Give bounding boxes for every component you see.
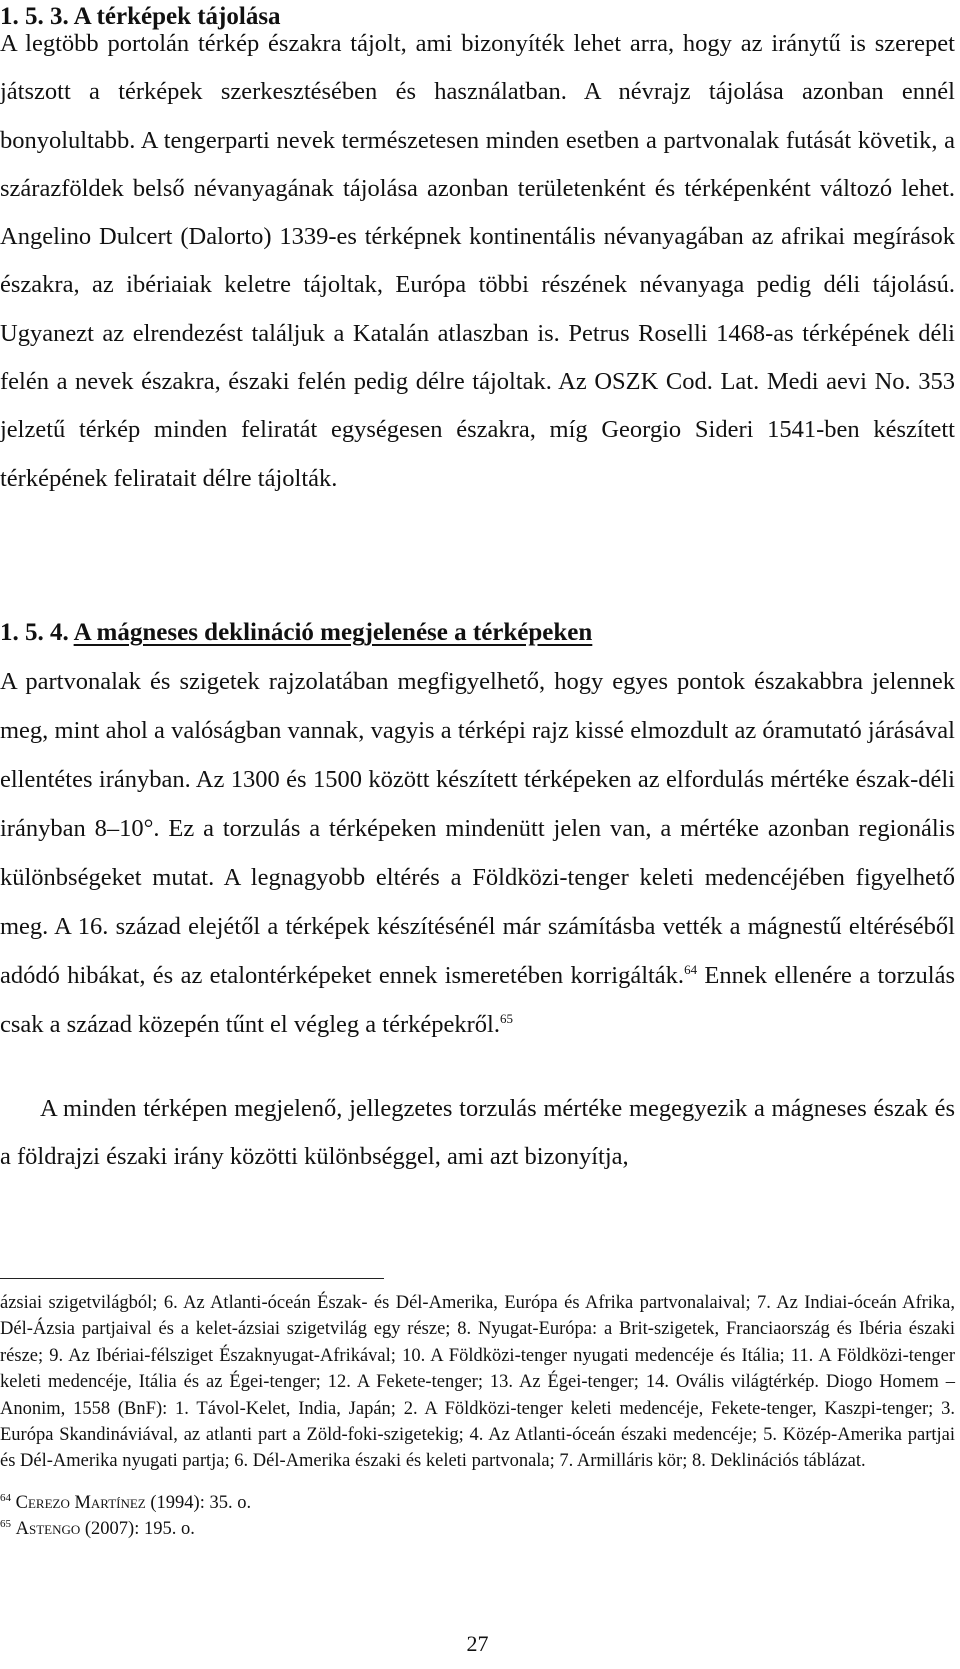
footnote-number: 65 bbox=[0, 1517, 11, 1530]
body-paragraph: A legtöbb portolán térkép északra tájolt, ami bizonyíték lehet arra, hogy az iránytű is szerepet játszott a térképek szerkesztésében és használatban. A névrajz tájolása azonban ennél bonyolultabb. A tengerparti nevek természetesen minden esetben a partvonalak futását követik, a szárazföldek belső névanyagának tájolása azonban területenként és térképenként változó lehet. Angelino Dulcert (Dalorto) 1339-es térképnek kontinentális névanyagában az afrikai megírások északra, az ibériaiak keletre tájoltak, Európa többi részének névanyaga pedig déli tájolású. Ugyanezt az elrendezést találjuk a Katalán atlaszban is. Petrus Roselli 1468-as térképének déli felén a nevek északra, északi felén pedig délre tájoltak. Az OSZK Cod. Lat. Medi aevi No. 353 jelzetű térkép minden feliratát egységesen északra, míg Georgio Sideri 1541-ben készített térképének feliratait délre tájolták. bbox=[0, 30, 955, 492]
footnote-64 bbox=[0, 1490, 251, 1516]
footnote-text: (2007): 195. o. bbox=[80, 1519, 195, 1539]
footnote-ref-64[interactable]: 64 bbox=[684, 961, 698, 977]
section-number: 1. 5. 3. bbox=[0, 3, 69, 30]
section-title: A térképek tájolása bbox=[73, 3, 281, 30]
paragraph-text: A partvonalak és szigetek rajzolatában megfigyelhető, hogy egyes pontok északabbra jelennek meg, mint ahol a valóságban vannak, vagyis a térképi rajz kissé elmozdult az óramutató járásával ellentétes irányban. Az 1300 és 1500 között készített térképeken az elfordulás mértéke észak-déli irányban 8–10°. Ez a torzulás a térképeken mindenütt jelen van, a mértéke azonban regionális különbségeket mutat. A legnagyobb eltérés a Földközi-tenger keleti medencéjében figyelhető meg. A 16. század elejétől a térképek készítésénél már számításba vették a mágnestű eltéréséből adódó hibákat, és az etalontérképeket ennek ismeretében korrigálták. bbox=[0, 668, 955, 989]
section-heading-1-5-4 bbox=[0, 618, 592, 648]
body-paragraph bbox=[0, 657, 955, 1049]
footnote-continuation: ázsiai szigetvilágból; 6. Az Atlanti-óceán Észak- és Dél-Amerika, Európa és Afrika partvonalaival; 7. Az Indiai-óceán Afrika, Dél-Ázsia partjaival és a kelet-ázsiai szigetvilág egy része; 8. Nyugat-Európa: a Brit-szigetek, Franciaország és Ibéria északi része; 9. Az Ibériai-félsziget Északnyugat-Afrikával; 10. A Földközi-tenger nyugati medencéje és Itália; 11. A Földközi-tenger keleti medencéje, Itália és az Égei-tenger; 12. A Fekete-tenger; 13. Az Égei-tenger; 14. Ovális világtérkép. Diogo Homem – Anonim, 1558 (BnF): 1. Távol-Kelet, India, Japán; 2. A Földközi-tenger keleti medencéje, Fekete-tenger, Kaszpi-tenger; 3. Európa Skandináviával, az atlanti part a Zöld-foki-szigetekig; 4. Az Atlanti-óceán északi medencéje; 5. Közép-Amerika partjai és Dél-Amerika nyugati partja; 6. Dél-Amerika északi és keleti partvonala; 7. Armilláris kör; 8. Deklinációs táblázat. bbox=[0, 1293, 955, 1472]
page-number: 27 bbox=[466, 1631, 489, 1656]
section-title: A mágneses deklináció megjelenése a térképeken bbox=[73, 619, 593, 646]
footnote-author: Astengo bbox=[15, 1519, 81, 1539]
footnote-number: 64 bbox=[0, 1491, 11, 1504]
footnote-separator bbox=[0, 1278, 384, 1279]
footnote-65 bbox=[0, 1516, 195, 1542]
section-number: 1. 5. 4. bbox=[0, 619, 69, 646]
paragraph-text: Ennek ellenére a torzulás csak a század közepén tűnt el végleg a térképekről. bbox=[0, 962, 955, 1038]
body-paragraph: A minden térképen megjelenő, jellegzetes torzulás mértéke megegyezik a mágneses észak és a földrajzi északi irány közötti különbséggel, ami azt bizonyítja, bbox=[0, 1095, 955, 1171]
footnote-text: (1994): 35. o. bbox=[145, 1493, 252, 1513]
footnote-author: Cerezo Martínez bbox=[15, 1493, 146, 1513]
footnote-ref-65[interactable]: 65 bbox=[499, 1010, 513, 1026]
